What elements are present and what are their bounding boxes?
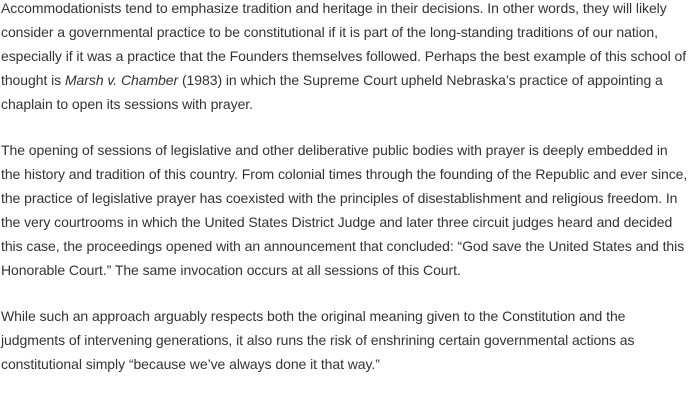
text-line: the very courtrooms in which the United States District Judge and later three circuit judges heard and decided xyxy=(1,214,673,230)
case-name-italic: Marsh v. Chamber xyxy=(64,72,179,88)
text-segment: (1983) in which the Supreme Court upheld Nebraska’s practice of appointing a xyxy=(178,72,663,88)
paragraph-quotation xyxy=(1,138,693,282)
text-line: While such an approach arguably respects both the original meaning given to the Constitution and the xyxy=(1,308,626,324)
paragraph-conclusion xyxy=(1,304,693,376)
paragraph-accommodationists xyxy=(1,0,693,116)
text-line: especially if it was a practice that the Founders themselves followed. Perhaps the best example of this school of xyxy=(1,48,687,64)
text-line: this case, the proceedings opened with an announcement that concluded: “God save the United States and this xyxy=(1,238,685,254)
text-line xyxy=(1,68,693,92)
text-segment: thought is xyxy=(1,72,65,88)
text-line: consider a governmental practice to be constitutional if it is part of the long-standing traditions of our nation, xyxy=(1,24,658,40)
text-line: judgments of intervening generations, it also runs the risk of enshrining certain governmental actions as xyxy=(1,332,635,348)
text-line: the practice of legislative prayer has coexisted with the principles of disestablishment and religious freedom. In xyxy=(1,190,678,206)
text-line: Honorable Court.” The same invocation occurs at all sessions of this Court. xyxy=(1,262,461,278)
text-line: the history and tradition of this country. From colonial times through the founding of the Republic and ever since, xyxy=(1,166,688,182)
text-line: chaplain to open its sessions with prayer. xyxy=(1,96,253,112)
text-line: Accommodationists tend to emphasize tradition and heritage in their decisions. In other words, they will likely xyxy=(1,0,667,16)
text-line: constitutional simply “because we’ve always done it that way.” xyxy=(1,356,380,372)
text-line: The opening of sessions of legislative and other deliberative public bodies with prayer is deeply embedded in xyxy=(1,142,668,158)
